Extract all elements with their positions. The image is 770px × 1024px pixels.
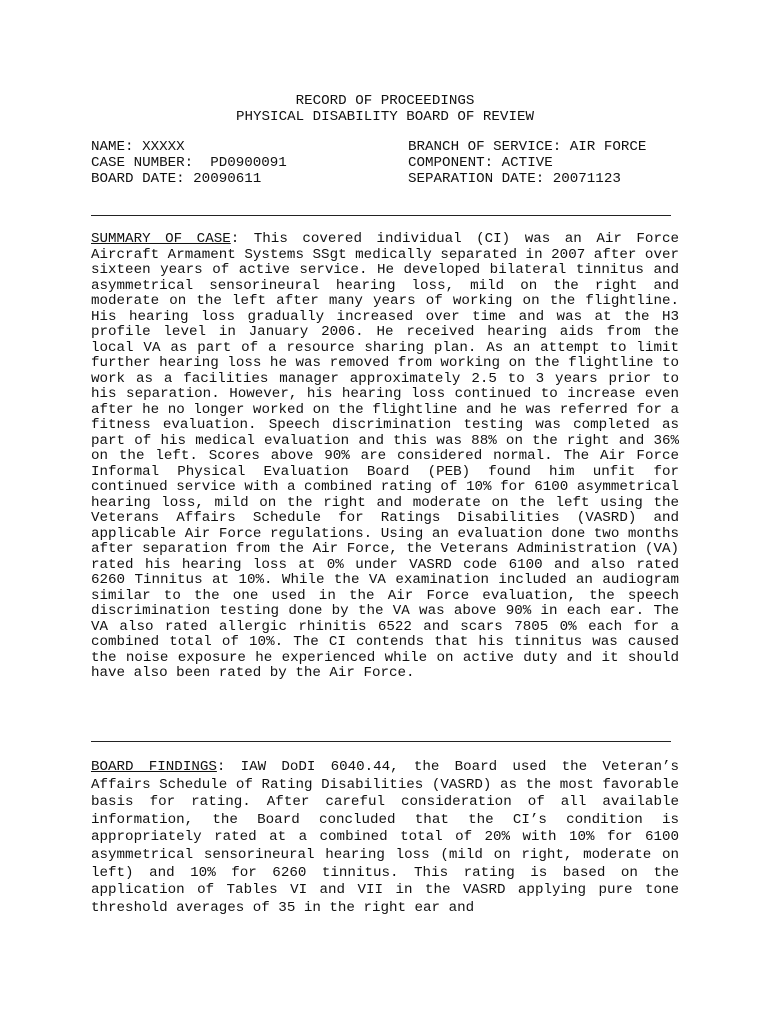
record-title: RECORD OF PROCEEDINGS (295, 93, 475, 109)
summary-text: : This covered individual (CI) was an Air Force Aircraft Armament Systems SSgt medically separated in 2007 after over sixteen years of active service. He developed bilateral tinnitus and asymmetrical sensorineural hearing loss, mild on the right and moderate on the left after many years of working on the flightline. His hearing loss gradually increased over time and was at the H3 profile level in January 2006. He received hearing aids from the local VA as part of a resource sharing plan. As an attempt to limit further hearing loss he was removed from working on the flightline to work as a facilities manager approximately 2.5 to 3 years prior to his separation. However, his hearing loss continued to increase even after he no longer worked on the flightline and he was referred for a fitness evaluation. Speech discrimination testing was completed as part of his medical evaluation and this was 88% on the right and 36% on the left. Scores above 90% are considered normal. The Air Force Informal Physical Evaluation Board (PEB) found him unfit for continued service with a combined rating of 10% for 6100 asymmetrical hearing loss, mild on the right and moderate on the left using the Veterans Affairs Schedule for Ratings Disabilities (VASRD) and applicable Air Force regulations. Using an evaluation done two months after separation from the Air Force, the Veterans Administration (VA) rated his hearing loss at 0% under VASRD code 6100 and also rated 6260 Tinnitus at 10%. While the VA examination included an audiogram similar to the one used in the Air Force evaluation, the speech discrimination testing done by the VA was above 90% in each ear. The VA also rated allergic rhinitis 6522 and scars 7805 0% each for a combined total of 10%. The CI contends that his tinnitus was caused the noise exposure he experienced while on active duty and it should have also been rated by the Air Force. (91, 231, 679, 681)
board-findings-paragraph (91, 759, 679, 917)
findings-text: : IAW DoDI 6040.44, the Board used the Veteran’s Affairs Schedule of Rating Disabilities (VASRD) as the most favorable basis for rating. After careful consideration of all available information, the Board concluded that the CI’s condition is appropriately rated at a combined total of 20% with 10% for 6100 asymmetrical sensorineural hearing loss (mild on right, moderate on left) and 10% for 6260 tinnitus. This rating is based on the application of Tables VI and VII in the VASRD applying pure tone threshold averages of 35 in the right ear and (91, 759, 679, 916)
branch-field: BRANCH OF SERVICE: AIR FORCE (408, 139, 647, 155)
component-field: COMPONENT: ACTIVE (408, 155, 553, 171)
summary-heading: SUMMARY OF CASE (91, 231, 231, 247)
case-number-field: CASE NUMBER: PD0900091 (91, 155, 287, 171)
board-title: PHYSICAL DISABILITY BOARD OF REVIEW (236, 109, 534, 125)
findings-heading: BOARD FINDINGS (91, 759, 217, 775)
separation-date-field: SEPARATION DATE: 20071123 (408, 171, 621, 187)
board-date-field: BOARD DATE: 20090611 (91, 171, 262, 187)
divider-middle (91, 741, 671, 742)
divider-top (91, 215, 671, 216)
summary-of-case-paragraph (91, 232, 679, 682)
name-field: NAME: XXXXX (91, 139, 185, 155)
